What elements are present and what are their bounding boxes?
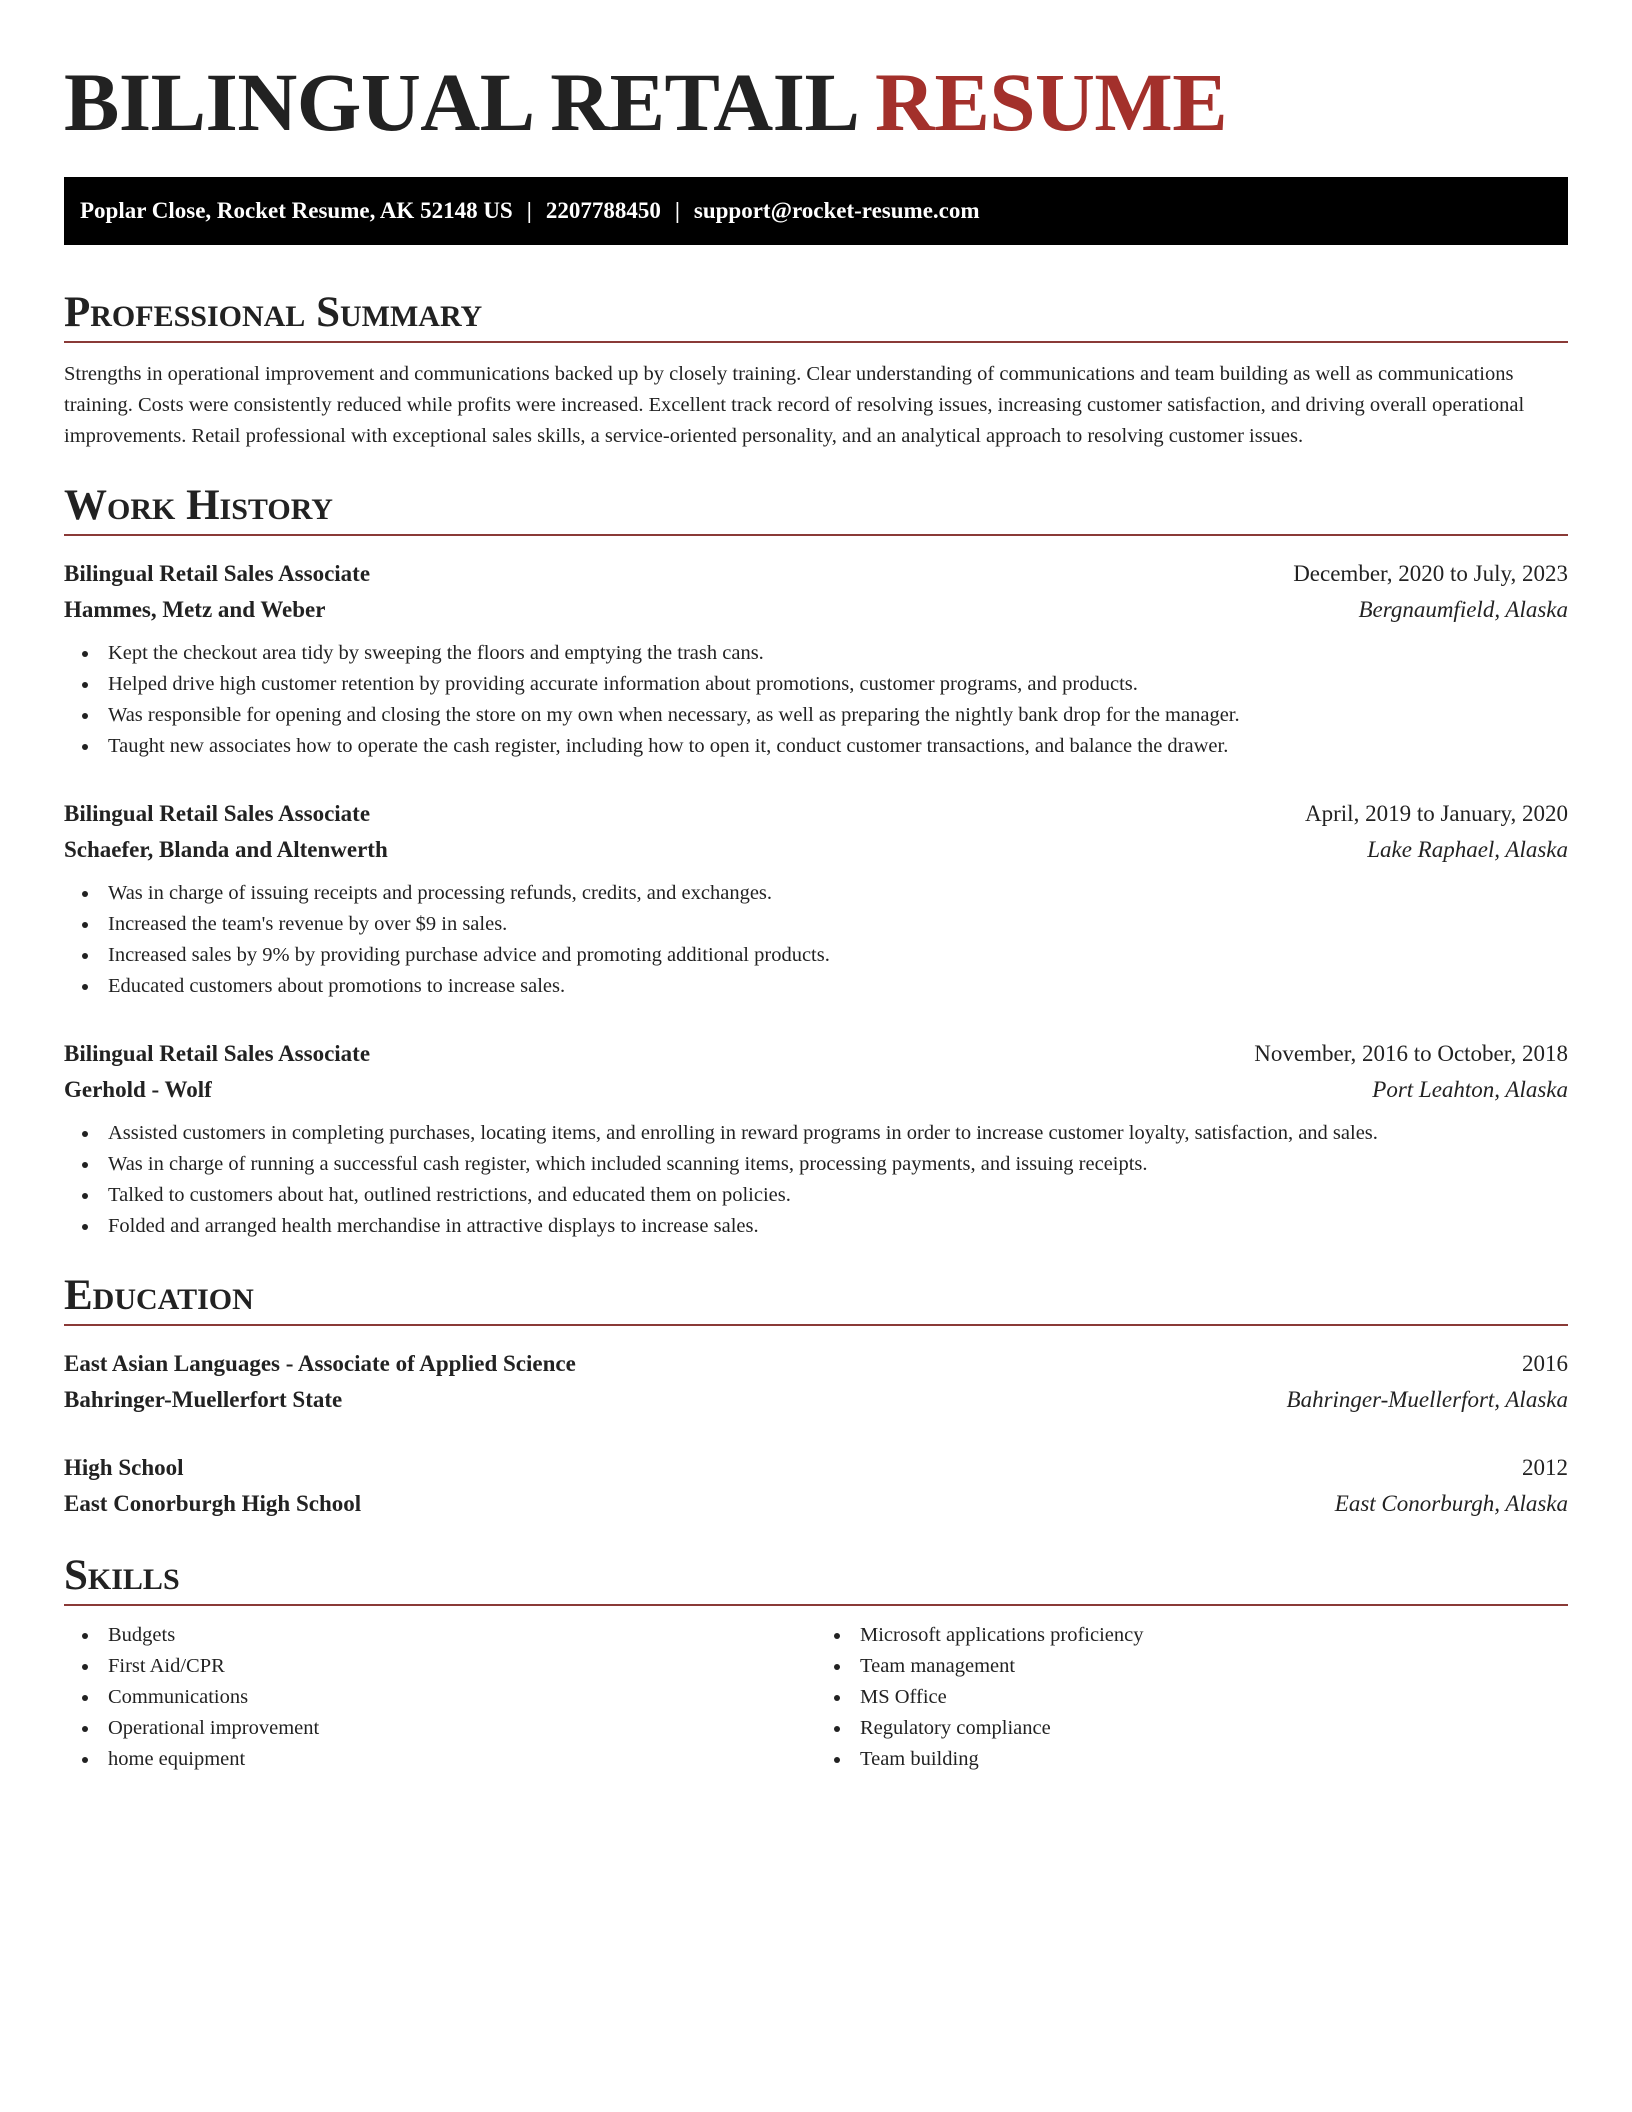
education-degree: East Asian Languages - Associate of Applied Science xyxy=(64,1351,576,1376)
job-dates: April, 2019 to January, 2020 xyxy=(1305,801,1568,826)
contact-separator: | xyxy=(674,198,680,223)
job-bullet: Talked to customers about hat, outlined restrictions, and educated them on policies. xyxy=(64,1180,1568,1211)
skill-item: Operational improvement xyxy=(64,1713,816,1744)
skill-item: Communications xyxy=(64,1682,816,1713)
title-accent: RESUME xyxy=(875,56,1228,148)
skill-item: Team management xyxy=(816,1651,1568,1682)
job-company: Schaefer, Blanda and Altenwerth xyxy=(64,837,388,862)
education-degree-row xyxy=(64,1346,1568,1382)
summary-text: Strengths in operational improvement and communications backed up by closely training. Clear understanding of communications and team building as well as communications training. Costs were consistently reduced while profits were increased. Excellent track record of resolving issues, increasing customer satisfaction, and driving overall operational improvements. Retail professional with exceptional sales skills, a service-oriented personality, and an analytical approach to resolving customer issues. xyxy=(64,363,1525,447)
job-bullet-list xyxy=(64,638,1568,762)
job-company: Hammes, Metz and Weber xyxy=(64,597,326,622)
education-entry xyxy=(64,1346,1568,1418)
job-header-row xyxy=(64,556,1568,592)
resume-title xyxy=(64,52,1568,152)
job-bullet: Increased the team's revenue by over $9 in sales. xyxy=(64,909,1568,940)
job-company-row xyxy=(64,832,1568,868)
job-bullet-list xyxy=(64,878,1568,1002)
contact-address: Poplar Close, Rocket Resume, AK 52148 US xyxy=(80,198,513,223)
section-divider xyxy=(64,534,1568,536)
job-entry xyxy=(64,1036,1568,1242)
education-degree-row xyxy=(64,1450,1568,1486)
title-main: BILINGUAL RETAIL xyxy=(64,56,855,148)
contact-email[interactable]: support@rocket-resume.com xyxy=(693,198,980,223)
job-bullet: Increased sales by 9% by providing purchase advice and promoting additional products. xyxy=(64,940,1568,971)
skill-item: MS Office xyxy=(816,1682,1568,1713)
skills-list xyxy=(64,1620,816,1775)
education-school-row xyxy=(64,1382,1568,1418)
job-location: Port Leahton, Alaska xyxy=(1372,1077,1568,1102)
job-bullet: Was responsible for opening and closing the store on my own when necessary, as well as preparing the nightly bank drop for the manager. xyxy=(64,700,1568,731)
job-bullet: Kept the checkout area tidy by sweeping the floors and emptying the trash cans. xyxy=(64,638,1568,669)
job-header-row xyxy=(64,1036,1568,1072)
job-bullet: Educated customers about promotions to increase sales. xyxy=(64,971,1568,1002)
education-school-row xyxy=(64,1486,1568,1522)
education-degree: High School xyxy=(64,1455,184,1480)
skill-item: Regulatory compliance xyxy=(816,1713,1568,1744)
education-location: East Conorburgh, Alaska xyxy=(1334,1491,1568,1516)
skill-item: First Aid/CPR xyxy=(64,1651,816,1682)
contact-bar xyxy=(64,177,1568,245)
job-company-row xyxy=(64,1072,1568,1108)
job-entry xyxy=(64,796,1568,1002)
education-entry xyxy=(64,1450,1568,1522)
section-heading-summary: Professional Summary xyxy=(64,289,483,336)
job-location: Lake Raphael, Alaska xyxy=(1367,837,1568,862)
section-divider xyxy=(64,1324,1568,1326)
job-bullet: Was in charge of running a successful cash register, which included scanning items, processing payments, and issuing receipts. xyxy=(64,1149,1568,1180)
section-divider xyxy=(64,341,1568,343)
skill-item: Team building xyxy=(816,1744,1568,1775)
job-bullet: Helped drive high customer retention by providing accurate information about promotions, customer programs, and products. xyxy=(64,669,1568,700)
job-bullet: Assisted customers in completing purchases, locating items, and enrolling in reward programs in order to increase customer loyalty, satisfaction, and sales. xyxy=(64,1118,1568,1149)
section-heading-work-history: Work History xyxy=(64,482,333,529)
job-bullet: Taught new associates how to operate the cash register, including how to open it, conduct customer transactions, and balance the drawer. xyxy=(64,731,1568,762)
job-bullet: Was in charge of issuing receipts and processing refunds, credits, and exchanges. xyxy=(64,878,1568,909)
contact-phone: 2207788450 xyxy=(545,198,661,223)
job-title: Bilingual Retail Sales Associate xyxy=(64,561,371,586)
job-title: Bilingual Retail Sales Associate xyxy=(64,1041,371,1066)
skill-item: Microsoft applications proficiency xyxy=(816,1620,1568,1651)
skills-list xyxy=(816,1620,1568,1775)
job-entry xyxy=(64,556,1568,762)
education-location: Bahringer-Muellerfort, Alaska xyxy=(1286,1387,1568,1412)
contact-separator: | xyxy=(526,198,532,223)
education-year: 2016 xyxy=(1522,1351,1568,1376)
section-heading-education: Education xyxy=(64,1272,254,1319)
job-header-row xyxy=(64,796,1568,832)
job-title: Bilingual Retail Sales Associate xyxy=(64,801,371,826)
section-divider xyxy=(64,1604,1568,1606)
section-heading-skills: Skills xyxy=(64,1552,180,1599)
job-bullet: Folded and arranged health merchandise in attractive displays to increase sales. xyxy=(64,1211,1568,1242)
education-school: Bahringer-Muellerfort State xyxy=(64,1387,343,1412)
job-company-row xyxy=(64,592,1568,628)
job-location: Bergnaumfield, Alaska xyxy=(1358,597,1568,622)
education-school: East Conorburgh High School xyxy=(64,1491,362,1516)
education-year: 2012 xyxy=(1522,1455,1568,1480)
job-dates: December, 2020 to July, 2023 xyxy=(1293,561,1568,586)
job-company: Gerhold - Wolf xyxy=(64,1077,212,1102)
job-bullet-list xyxy=(64,1118,1568,1242)
skills-column-right xyxy=(816,1620,1568,1775)
skill-item: Budgets xyxy=(64,1620,816,1651)
skills-column-left xyxy=(64,1620,816,1775)
skill-item: home equipment xyxy=(64,1744,816,1775)
skills-grid xyxy=(64,1620,1568,1775)
job-dates: November, 2016 to October, 2018 xyxy=(1254,1041,1568,1066)
